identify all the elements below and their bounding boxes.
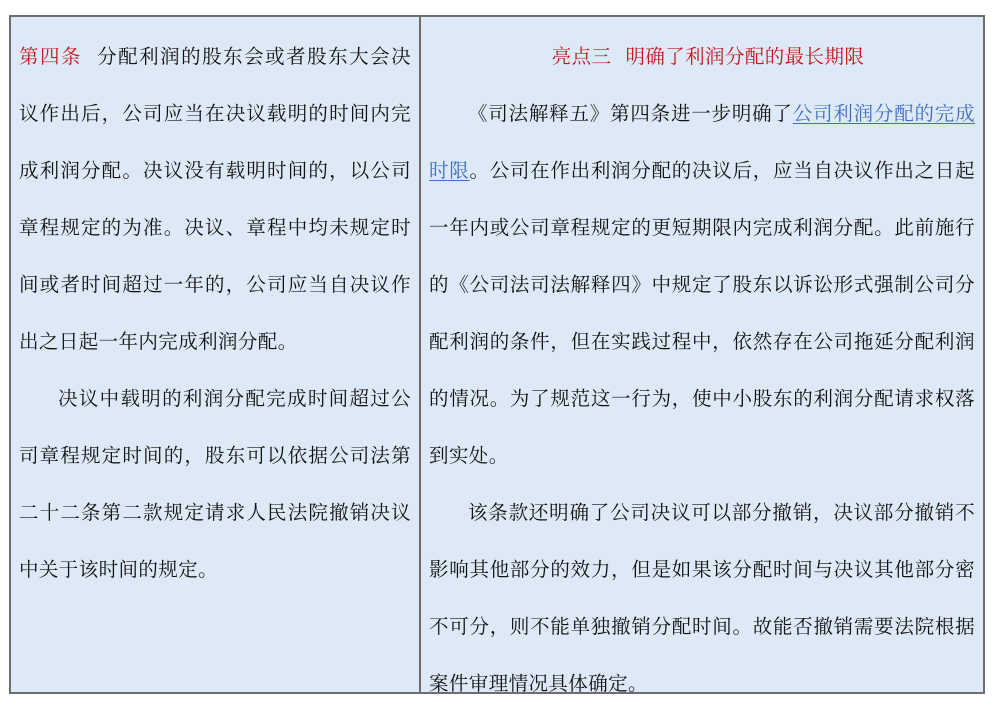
commentary-column [421,17,983,695]
article-label: 第四条 [19,45,82,68]
highlight-label: 亮点三 [551,45,612,68]
article-title: 分配利润的股东会或者股东大 [96,45,371,68]
commentary-text-start: 《司法解释五》第四条进一步明确了 [468,102,793,125]
highlight-title: 明确了利润分配的最长期限 [625,45,865,68]
article-body-1: 会决议作出后，公司应当在决议载明的时间内完成利润分配。决议没有载明时间的，以公司章程规定的为准。决议、章程中均未规定时间或者时间超过一年的，公司应当自决议作出之日起一年内完成利润分配。 [19,45,411,353]
original-text-column [11,17,421,692]
comparison-table [9,15,985,694]
completion-time-link[interactable]: 公司利润分配的完成时限 [429,102,975,182]
commentary-paragraph-2: 该条款还明确了公司决议可以部分撤销，决议部分撤销不影响其他部分的效力，但是如果该分配时间与决议其他部分密不可分，则不能单独撤销分配时间。故能否撤销需要法院根据案件审理情况具体确定。 [429,501,975,695]
commentary-paragraph-1 [429,85,975,484]
highlight-heading [429,28,975,85]
article-paragraph-2: 决议中载明的利润分配完成时间超过公司章程规定时间的，股东可以依据公司法第二十二条第二款规定请求人民法院撤销决议中关于该时间的规定。 [19,387,411,581]
commentary-text-rest: 。公司在作出利润分配的决议后，应当自决议作出之日起一年内或公司章程规定的更短期限内完成利润分配。此前施行的《公司法司法解释四》中规定了股东以诉讼形式强制公司分配利润的条件，但在实践过程中，依然存在公司拖延分配利润的情况。为了规范这一行为，使中小股东的利润分配请求权落到实处。 [429,159,975,467]
article-paragraph-1 [19,28,411,370]
